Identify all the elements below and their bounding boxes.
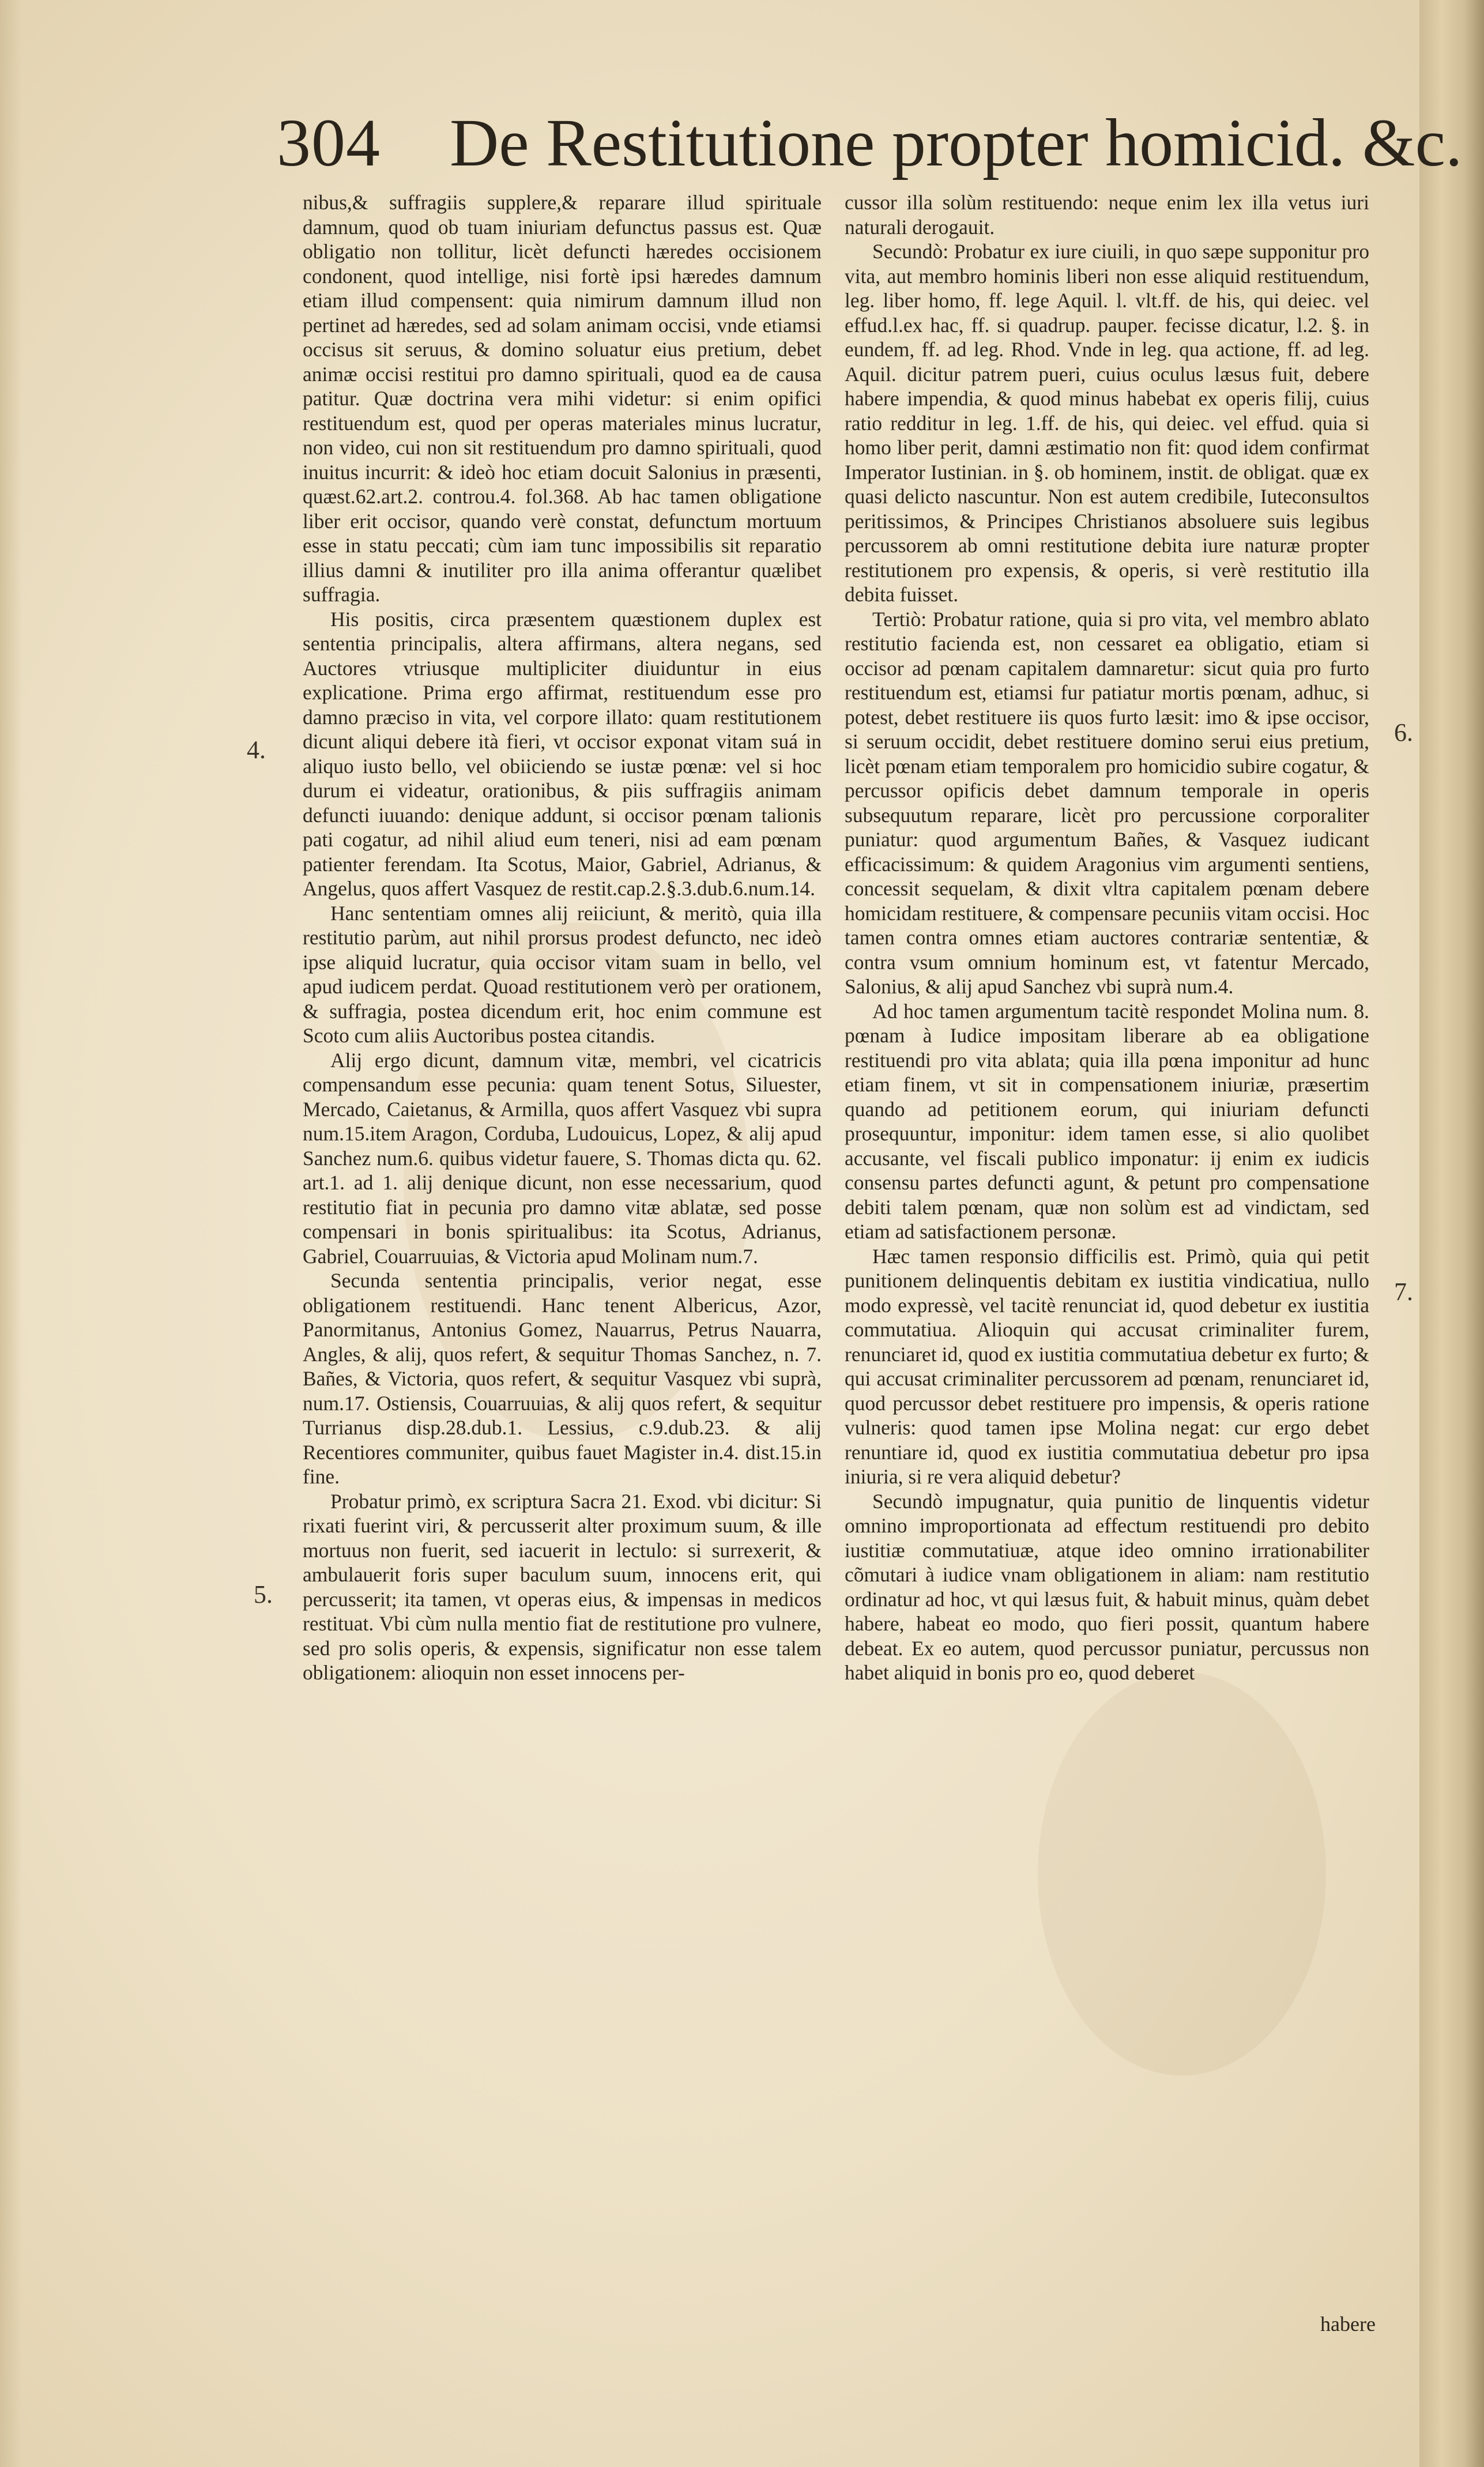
paragraph: Alij ergo dicunt, damnum vitæ, membri, vel cicatricis compensandum esse pecunia: quam tenent Sotus, Siluester, Mercado, Caietanus, & Armilla, quos affert Vasquez vbi supra num.15.item Aragon, Corduba, Ludouicus, Lopez, & alij apud Sanchez num.6. quibus videtur fauere, S. Thomas dicta qu. 62. art.1. ad 1. alij denique dicunt, non esse necessarium, quod restitutio fiat in pecunia pro damno vitæ ablatæ, sed posse compensari in bonis spiritualibus: ita Scotus, Adrianus, Gabriel, Couarruuias, & Victoria apud Molinam num.7.: [303, 1048, 822, 1268]
paragraph: Secunda sententia principalis, verior negat, esse obligationem restituendi. Hanc tenent Albericus, Azor, Panormitanus, Antonius Gomez, Nauarrus, Petrus Nauarra, Angles, & alij, quos refert, & sequitur Thomas Sanchez, n. 7. Bañes, & Victoria, quos refert, & sequitur Vasquez vbi suprà, num.17. Ostiensis, Couarruuias, & alij quos refert, & sequitur Turrianus disp.28.dub.1. Lessius, c.9.dub.23. & alij Recentiores communiter, quibus fauet Magister in.4. dist.15.in fine.: [303, 1269, 822, 1488]
margin-number: 7.: [1394, 1278, 1413, 1306]
margin-number: 4.: [247, 736, 266, 764]
book-gutter: [1419, 0, 1484, 2467]
page-edge-shadow: [0, 0, 22, 2467]
paragraph: Hanc sententiam omnes alij reiiciunt, & meritò, quia illa restitutio parùm, aut nihil prorsus prodest defuncto, nec ideò ipse aliquid lucratur, quia occisor vitam suam in bello, vel apud iudicem perdat. Quoad restitutionem verò per orationem, & suffragia, postea dicendum erit, hoc enim commune est Scoto cum aliis Auctoribus postea citandis.: [303, 901, 822, 1047]
paragraph: Probatur primò, ex scriptura Sacra 21. Exod. vbi dicitur: Si rixati fuerint viri, & percusserit alter proximum suum, & ille mortuus non fuerit, sed iacuerit in lectulo: si surrexerit, & ambulauerit foris super baculum suum, innocens erit, qui percusserit; ita tamen, vt operas eius, & impensas in medicos restituat. Vbi cùm nulla mentio fiat de restitutione pro vulnere, sed pro solis operis, & expensis, significatur non esse talem obligationem: alioquin non esset innocens per-: [303, 1489, 822, 1684]
page-header: [277, 104, 1463, 190]
paragraph: nibus,& suffragiis supplere,& reparare illud spirituale damnum, quod ob tuam iniuriam defunctus passus est. Quæ obligatio non tollitur, licèt defuncti hæredes occisionem condonent, quod intellige, nisi fortè ipsi hæredes damnum etiam illud compensent: quia nimirum damnum illud non pertinet ad hæredes, sed ad solam animam occisi, vnde etiamsi occisus sit seruus, & domino soluatur eius pretium, debet animæ occisi restitui pro damno spirituali, quod ea de causa patitur. Quæ doctrina vera mihi videtur: si enim opifici restituendum est, quod per operas materiales minus lucratur, non video, cui non sit restituendum pro damno spirituali, quod inuitus incurrit: & ideò hoc etiam docuit Salonius in præsenti, quæst.62.art.2. controu.4. fol.368. Ab hac tamen obligatione liber erit occisor, quando verè constat, defunctum mortuum esse in statu peccati; cùm iam tunc impossibilis sit reparatio illius damni & inutiliter pro illa anima offerantur quælibet suffragia.: [303, 191, 822, 606]
paragraph: cussor illa solùm restituendo: neque enim lex illa vetus iuri naturali derogauit.: [845, 191, 1369, 239]
paragraph: Ad hoc tamen argumentum tacitè respondet Molina num. 8. pœnam à Iudice impositam liberare ab ea obligatione restituendi pro vita ablata; quia illa pœna imponitur ad hunc etiam finem, vt sit in compensationem iniuriæ, præsertim quando ad petitionem eorum, qui iniuriam defuncti prosequuntur, imponitur: idem tamen esse, si alio quolibet accusante, vel fiscali publico imponatur: ij enim ex iudicis consensu partes defuncti agunt, & petunt pro compensatione debiti talem pœnam, quæ non solùm est ad vindictam, sed etiam ad satisfactionem personæ.: [845, 999, 1369, 1243]
paragraph: Secundò: Probatur ex iure ciuili, in quo sæpe supponitur pro vita, aut membro hominis liberi non esse aliquid restituendum, leg. liber homo, ff. lege Aquil. l. vlt.ff. de his, qui deiec. vel effud.l.ex hac, ff. si quadrup. pauper. fecisse dicatur, l.2. §. in eundem, ff. ad leg. Rhod. Vnde in leg. qua actione, ff. ad leg. Aquil. dicitur patrem pueri, cuius oculus læsus fuit, debere habere impendia, & quod minus habebat ex operis filij, cuius ratio redditur in leg. 1.ff. de his, qui deiec. vel effud. quia si homo liber perit, damni æstimatio non fit: quod idem confirmat Imperator Iustinian. in §. ob hominem, instit. de obligat. quæ ex quasi delicto nascuntur. Non est autem credibile, Iuteconsultos peritissimos, & Principes Christianos absoluere suis legibus percussorem ab omni restitutione debita iure naturæ propter restitutionem pro expensis, & operis, si verè restitutio illa debita fuisset.: [845, 240, 1369, 606]
paragraph: Tertiò: Probatur ratione, quia si pro vita, vel membro ablato restitutio facienda est, non cessaret ea obligatio, etiam si occisor ad pœnam capitalem damnaretur: sicut quia pro furto restituendum est, etiamsi fur patiatur mortis pœnam, adhuc, si potest, debet restituere iis quos furto læsit: imo & ipse occisor, si seruum occidit, debet restituere domino serui eius pretium, licèt pœnam etiam temporalem pro homicidio subire cogatur, & percussor opificis debet damnum temporale in operis subsequutum reparare, licèt pro percussione corporaliter puniatur: quod argumentum Bañes, & Vasquez iudicant efficacissimum: & quidem Aragonius vim argumenti sentiens, concessit sequelam, & dixit vltra capitalem pœnam debere homicidam restituere, & compensare pecuniis vitam occisi. Hoc tamen contra omnes etiam auctores contrariæ sententiæ, & contra vsum omnium hominum est, vt fatentur Mercado, Salonius, & alij apud Sanchez vbi suprà num.4.: [845, 607, 1369, 998]
paragraph: Secundò impugnatur, quia punitio de linquentis videtur omnino improportionata ad effectum restituendi pro debito iustitiæ commutatiuæ, atque ideo omnino irrationabiliter cõmutari à iudice vnam obligationem in aliam: nam restitutio ordinatur ad hoc, vt qui læsus fuit, & habuit minus, quàm debet habere, habeat eo modo, quo fieri possit, quantum habere debeat. Ex eo autem, quod percussor puniatur, percussus non habet aliquid in bonis pro eo, quod deberet: [845, 1489, 1369, 1684]
right-column: [845, 190, 1369, 1685]
running-title: De Restitutione propter homicid. &c.: [450, 105, 1463, 180]
left-column: [303, 190, 822, 1685]
page-number: 304: [277, 105, 381, 180]
margin-number: 5.: [254, 1580, 273, 1609]
margin-number: 6.: [1394, 718, 1413, 747]
catchword: habere: [1320, 2312, 1376, 2336]
paper-stain: [1038, 1672, 1326, 2076]
paragraph: Hæc tamen responsio difficilis est. Primò, quia qui petit punitionem delinquentis debitam ex iustitia vindicatiua, nullo modo expressè, vel tacitè renunciat id, quod debetur ex iustitia commutatiua. Alioquin qui accusat criminaliter furem, renunciaret id, quod ex iustitia commutatiua debetur ex furto; & qui accusat criminaliter percussorem ad pœnam, renunciaret id, quod percussor debet restituere pro impensis, & operis ratione vulneris: quod tamen ipse Molina negat: cur ergo debet renuntiare id, quod ex iustitia commutatiua debetur pro ipsa iniuria, si re vera aliquid debetur?: [845, 1244, 1369, 1488]
paragraph: His positis, circa præsentem quæstionem duplex est sententia principalis, altera affirmans, altera negans, sed Auctores vtriusque multipliciter diuiduntur in eius explicatione. Prima ergo affirmat, restituendum esse pro damno præciso in vita, vel corpore illato: quam restitutionem dicunt aliqui debere ità fieri, vt occisor exponat vitam suá in aliquo iusto bello, vel obiiciendo se iustæ pœnæ: vel si hoc durum ei videatur, orationibus, & piis suffragiis animam defuncti iuuando: denique addunt, si occisor pœnam talionis pati cogatur, ad nihil aliud eum teneri, nisi ad eam pœnam patienter ferendam. Ita Scotus, Maior, Gabriel, Adrianus, & Angelus, quos affert Vasquez de restit.cap.2.§.3.dub.6.num.14.: [303, 607, 822, 900]
